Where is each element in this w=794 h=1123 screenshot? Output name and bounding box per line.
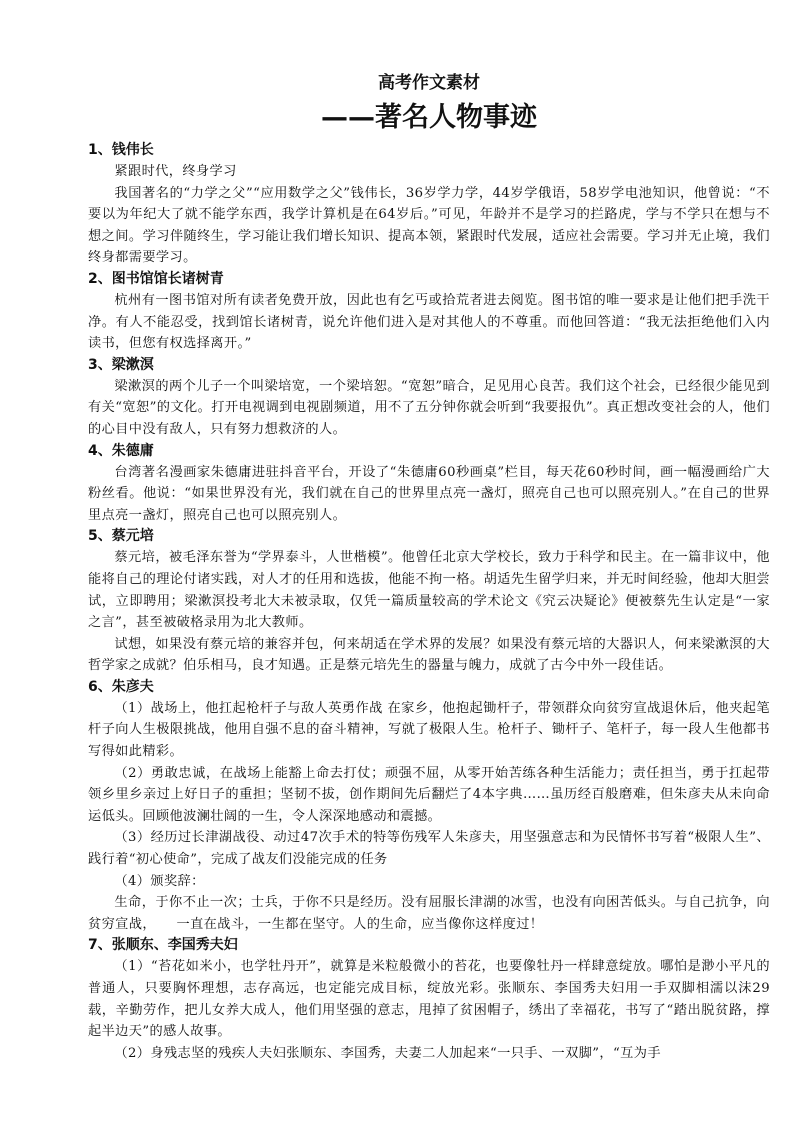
section-paragraph: 试想，如果没有蔡元培的兼容并包，何来胡适在学术界的发展？如果没有蔡元培的大器识人，何来梁漱溟的大哲学家之成就？伯乐相马，良才知遇。正是蔡元培先生的器量与魄力，成就了古今中外一段佳话。	[88, 636, 770, 674]
section-paragraph: 生命，于你不止一次；士兵，于你不只是经历。没有屈服长津湖的冰雪，也没有向困苦低头。与自己抗争，向贫穷宣战， 一直在战斗，一生都在坚守。人的生命，应当像你这样度过！	[88, 895, 770, 932]
document-subtitle: ——著名人物事迹	[321, 102, 537, 133]
section-heading: 6、朱彦夫	[88, 678, 154, 695]
section-paragraph: （1）战场上，他扛起枪杆子与敌人英勇作战 在家乡，他抱起锄杆子，带领群众向贫穷宣战退休后，他夹起笔杆子向人生极限挑战，他用自强不息的奋斗精神，写就了极限人生。枪杆子、锄杆子、笔杆子，每一段人生他都书写得如此精彩。	[88, 700, 770, 760]
section-heading: 7、张顺东、李国秀夫妇	[88, 937, 238, 954]
section-heading: 3、梁漱溟	[88, 356, 154, 373]
section-heading: 2、图书馆馆长诸树青	[88, 270, 224, 287]
section-paragraph: 紧跟时代，终身学习	[114, 164, 237, 179]
section-paragraph: （2）勇敢忠诚，在战场上能豁上命去打仗；顽强不屈，从零开始苦练各种生活能力；责任担当，勇于扛起带领乡里乡亲过上好日子的重担；坚韧不拔，创作期间先后翻烂了4本字典……虽历经百般磨难，但朱彦夫从未向命运低头。回顾他波澜壮阔的一生，令人深深地感动和震撼。	[88, 765, 770, 824]
section-paragraph: 杭州有一图书馆对所有读者免费开放，因此也有乞丐或拾荒者进去阅览。图书馆的唯一要求是让他们把手洗干净。有人不能忍受，找到馆长诸树青，说允许他们进入是对其他人的不尊重。而他回答道：“我无法拒绝他们入内读书，但您有权选择离开。”	[88, 292, 770, 352]
section-heading: 4、朱德庸	[88, 442, 154, 459]
section-paragraph: （2）身残志坚的残疾人夫妇张顺东、李国秀，夫妻二人加起来“一只手、一双脚”，“互为手	[114, 1045, 661, 1061]
document-page	[88, 70, 770, 1064]
section-paragraph: 蔡元培，被毛泽东誉为“学界泰斗，人世楷模”。他曾任北京大学校长，致力于科学和民主。在一篇非议中，他能将自己的理论付诸实践，对人才的任用和选拔，他能不拘一格。胡适先生留学归来，并无时间经验，他却大胆尝试，立即聘用；梁漱溟投考北大未被录取，仅凭一篇质量较高的学术论文《究云决疑论》便被蔡先生认定是“一家之言”，甚至被破格录用为北大教师。	[88, 550, 770, 631]
section-paragraph: （1）“苔花如米小，也学牡丹开”，就算是米粒般微小的苔花，也要像牡丹一样肆意绽放。哪怕是渺小平凡的普通人，只要胸怀理想，志存高远，也定能完成目标，绽放光彩。张顺东、李国秀夫妇用一手双脚相濡以沫29载，辛勤劳作，把儿女养大成人，他们用坚强的意志，甩掉了贫困帽子，绣出了幸福花，书写了“踏出脱贫路，撑起半边天”的感人故事。	[88, 959, 770, 1040]
section-heading: 1、钱伟长	[88, 142, 154, 158]
section-paragraph: 梁漱溟的两个儿子一个叫梁培宽，一个梁培恕。“宽恕”暗合，足见用心良苦。我们这个社会，已经很少能见到有关“宽恕”的文化。打开电视调到电视剧频道，用不了五分钟你就会听到“我要报仇”。真正想改变社会的人，他们的心目中没有敌人，只有努力想救济的人。	[88, 378, 770, 437]
section-paragraph: 我国著名的“力学之父”“应用数学之父”钱伟长，36岁学力学，44岁学俄语，58岁学电池知识，他曾说：“不要以为年纪大了就不能学东西，我学计算机是在64岁后。”可见，年龄并不是学习的拦路虎，学与不学只在想与不想之间。学习伴随终生，学习能让我们增长知识、提高本领，紧跟时代发展，适应社会需要。学习并无止境，我们终身都需要学习。	[88, 185, 770, 266]
section-paragraph: 台湾著名漫画家朱德庸进驻抖音平台，开设了“朱德庸60秒画桌”栏目，每天花60秒时间，画一幅漫画给广大粉丝看。他说：“如果世界没有光，我们就在自己的世界里点亮一盏灯，照亮自己也可以照亮别人。”在自己的世界里点亮一盏灯，照亮自己也可以照亮别人。	[88, 464, 770, 523]
section-heading: 5、蔡元培	[88, 528, 154, 545]
section-paragraph: （3）经历过长津湖战役、动过47次手术的特等伤残军人朱彦夫，用坚强意志和为民情怀书写着“极限人生”、践行着“初心使命”，完成了战友们没能完成的任务	[88, 830, 770, 868]
document-title: 高考作文素材	[378, 73, 480, 93]
section-paragraph: （4）颁奖辞：	[114, 873, 205, 889]
